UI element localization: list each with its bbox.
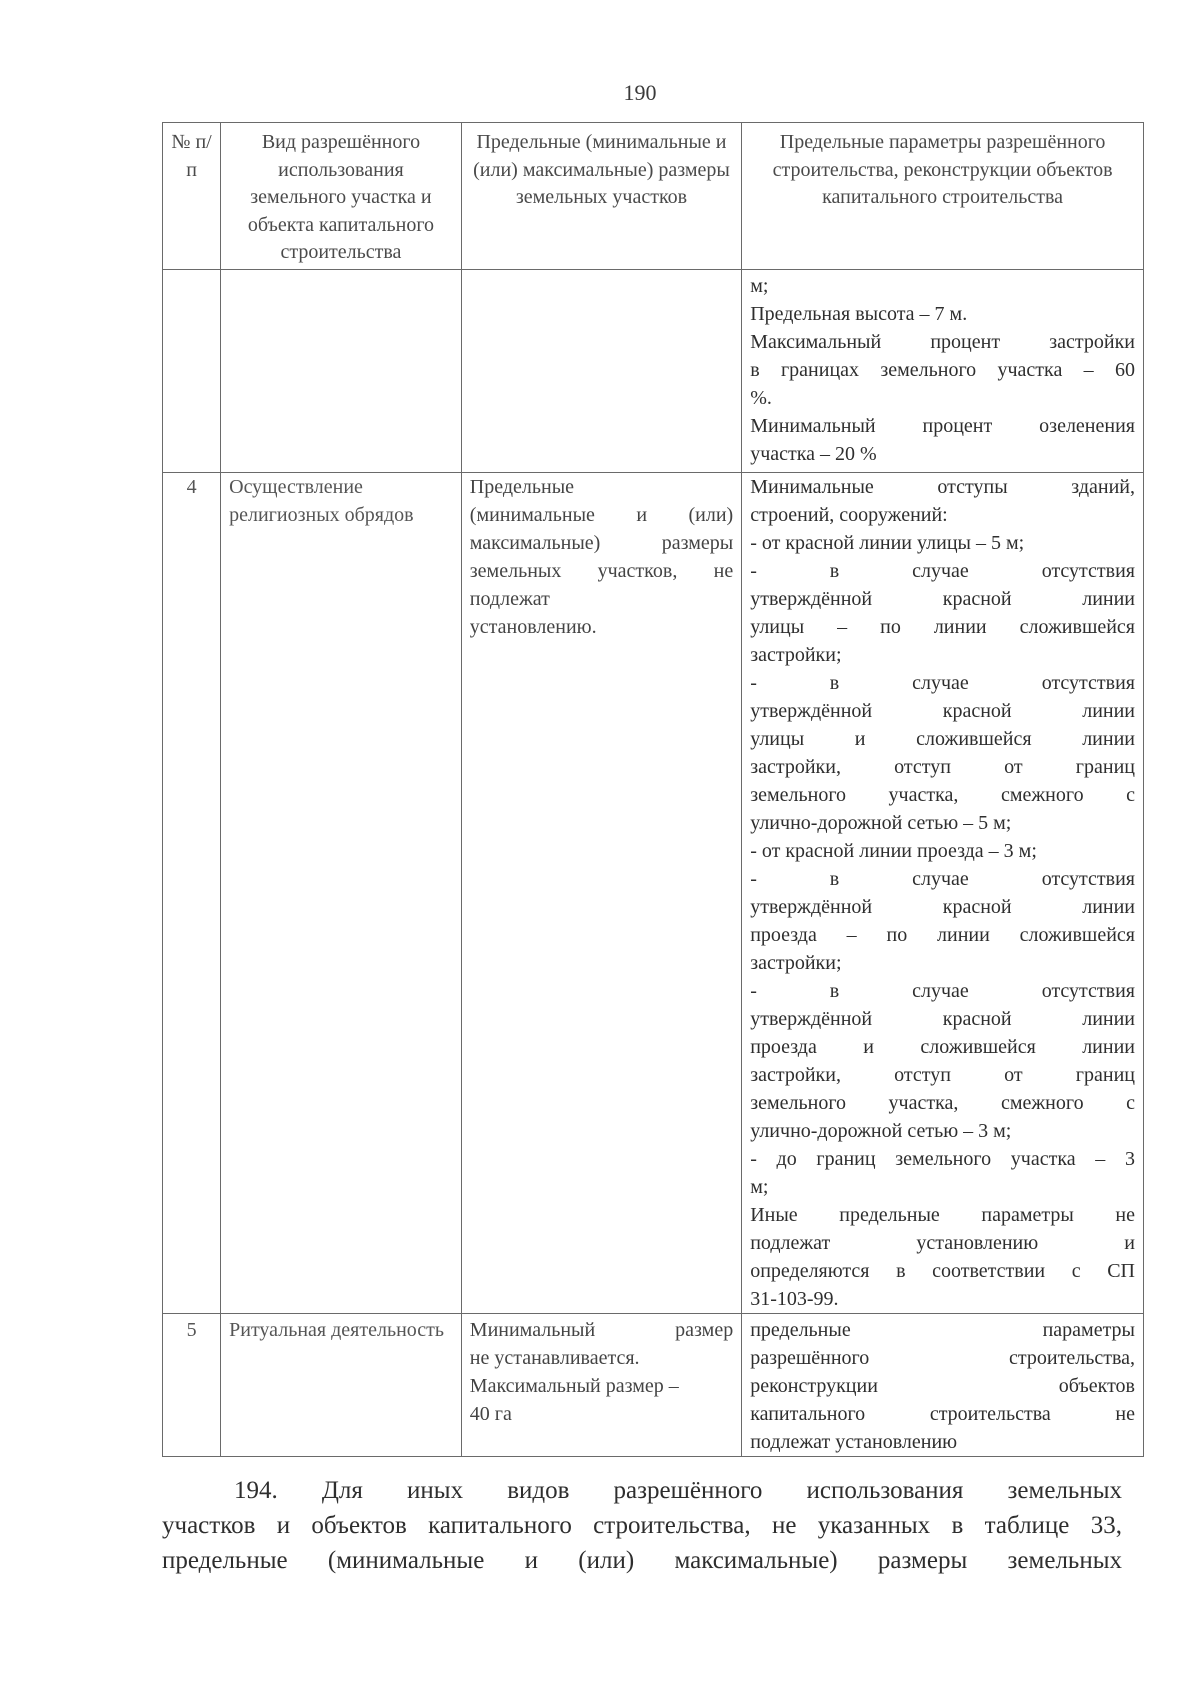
- text-line: утверждённой красной линии: [750, 895, 1135, 918]
- cell-construction-params: [742, 269, 1144, 472]
- text-line: Минимальный процент озеленения: [750, 414, 1135, 437]
- body-paragraph: [162, 1473, 1122, 1578]
- text-line: проезда – по линии сложившейся: [750, 923, 1135, 946]
- text-line: максимальные) размеры: [469, 531, 734, 554]
- header-plot-size: Предельные (минимальные и (или) максимальные) размеры земельных участков: [461, 123, 741, 270]
- text-line: м;: [750, 274, 769, 297]
- table-row: [163, 1313, 1144, 1456]
- text-line: разрешённого строительства,: [750, 1346, 1135, 1369]
- cell-permitted-use: [221, 269, 462, 472]
- text-line: в границах земельного участка – 60: [750, 358, 1135, 381]
- text-line: Иные предельные параметры не: [750, 1203, 1135, 1226]
- text-line: реконструкции объектов: [750, 1374, 1135, 1397]
- text-line: не устанавливается.: [469, 1346, 640, 1369]
- text-line: Минимальные отступы зданий,: [750, 475, 1135, 498]
- text-line: подлежат: [469, 587, 550, 610]
- text-line: капитального строительства не: [750, 1402, 1135, 1425]
- header-number: № п/п: [163, 123, 221, 270]
- cell-plot-size: [461, 269, 741, 472]
- text-line: - в случае отсутствия: [750, 979, 1135, 1002]
- text-line: земельного участка, смежного с: [750, 783, 1135, 806]
- page-number: 190: [623, 80, 657, 105]
- text-line: участка – 20 %: [750, 442, 877, 465]
- text-line: улицы и сложившейся линии: [750, 727, 1135, 750]
- cell-permitted-use: Осуществление религиозных обрядов: [221, 472, 462, 1313]
- text-line: - в случае отсутствия: [750, 559, 1135, 582]
- text-line: Максимальный размер –: [469, 1374, 679, 1397]
- text-line: - от красной линии проезда – 3 м;: [750, 839, 1037, 862]
- text-line: Предельные: [469, 475, 575, 498]
- text-line: Предельная высота – 7 м.: [750, 302, 968, 325]
- text-line: (минимальные и (или): [469, 503, 734, 526]
- cell-plot-size: [461, 472, 741, 1313]
- text-line: %.: [750, 386, 772, 409]
- cell-plot-size: [461, 1313, 741, 1456]
- text-line: установлению.: [469, 615, 597, 638]
- text-line: земельных участков, не: [469, 559, 734, 582]
- cell-permitted-use: Ритуальная деятельность: [221, 1313, 462, 1456]
- text-line: застройки, отступ от границ: [750, 1063, 1135, 1086]
- text-line: 31-103-99.: [750, 1287, 839, 1310]
- text-line: земельного участка, смежного с: [750, 1091, 1135, 1114]
- header-permitted-use: Вид разрешённого использования земельного участка и объекта капитального строительства: [221, 123, 462, 270]
- text-line: утверждённой красной линии: [750, 699, 1135, 722]
- paragraph-line: участков и объектов капитального строительства, не указанных в таблице 33,: [162, 1512, 1122, 1539]
- paragraph-line: 194. Для иных видов разрешённого использования земельных: [234, 1477, 1122, 1504]
- cell-number: [163, 269, 221, 472]
- text-line: улично-дорожной сетью – 3 м;: [750, 1119, 1012, 1142]
- text-line: строений, сооружений:: [750, 503, 948, 526]
- text-line: - в случае отсутствия: [750, 867, 1135, 890]
- table-row: [163, 269, 1144, 472]
- text-line: застройки;: [750, 951, 842, 974]
- text-line: 40 га: [469, 1402, 512, 1425]
- text-line: подлежат установлению: [750, 1430, 958, 1453]
- text-line: улицы – по линии сложившейся: [750, 615, 1135, 638]
- text-line: - от красной линии улицы – 5 м;: [750, 531, 1025, 554]
- parameters-table: [162, 122, 1144, 1457]
- table-row: [163, 472, 1144, 1313]
- text-line: м;: [750, 1175, 769, 1198]
- text-line: улично-дорожной сетью – 5 м;: [750, 811, 1012, 834]
- table-header-row: [163, 123, 1144, 270]
- text-line: - до границ земельного участка – 3: [750, 1147, 1135, 1170]
- text-line: застройки, отступ от границ: [750, 755, 1135, 778]
- text-line: утверждённой красной линии: [750, 1007, 1135, 1030]
- cell-number: 5: [163, 1313, 221, 1456]
- text-line: предельные параметры: [750, 1318, 1135, 1341]
- header-construction-params: Предельные параметры разрешённого строительства, реконструкции объектов капитального строительства: [742, 123, 1144, 270]
- text-line: утверждённой красной линии: [750, 587, 1135, 610]
- cell-number: 4: [163, 472, 221, 1313]
- text-line: застройки;: [750, 643, 842, 666]
- paragraph-line: предельные (минимальные и (или) максимальные) размеры земельных: [162, 1547, 1122, 1574]
- text-line: определяются в соответствии с СП: [750, 1259, 1135, 1282]
- text-line: проезда и сложившейся линии: [750, 1035, 1135, 1058]
- text-line: Максимальный процент застройки: [750, 330, 1135, 353]
- text-line: Минимальный размер: [469, 1318, 734, 1341]
- text-line: - в случае отсутствия: [750, 671, 1135, 694]
- cell-construction-params: [742, 472, 1144, 1313]
- text-line: подлежат установлению и: [750, 1231, 1135, 1254]
- cell-construction-params: [742, 1313, 1144, 1456]
